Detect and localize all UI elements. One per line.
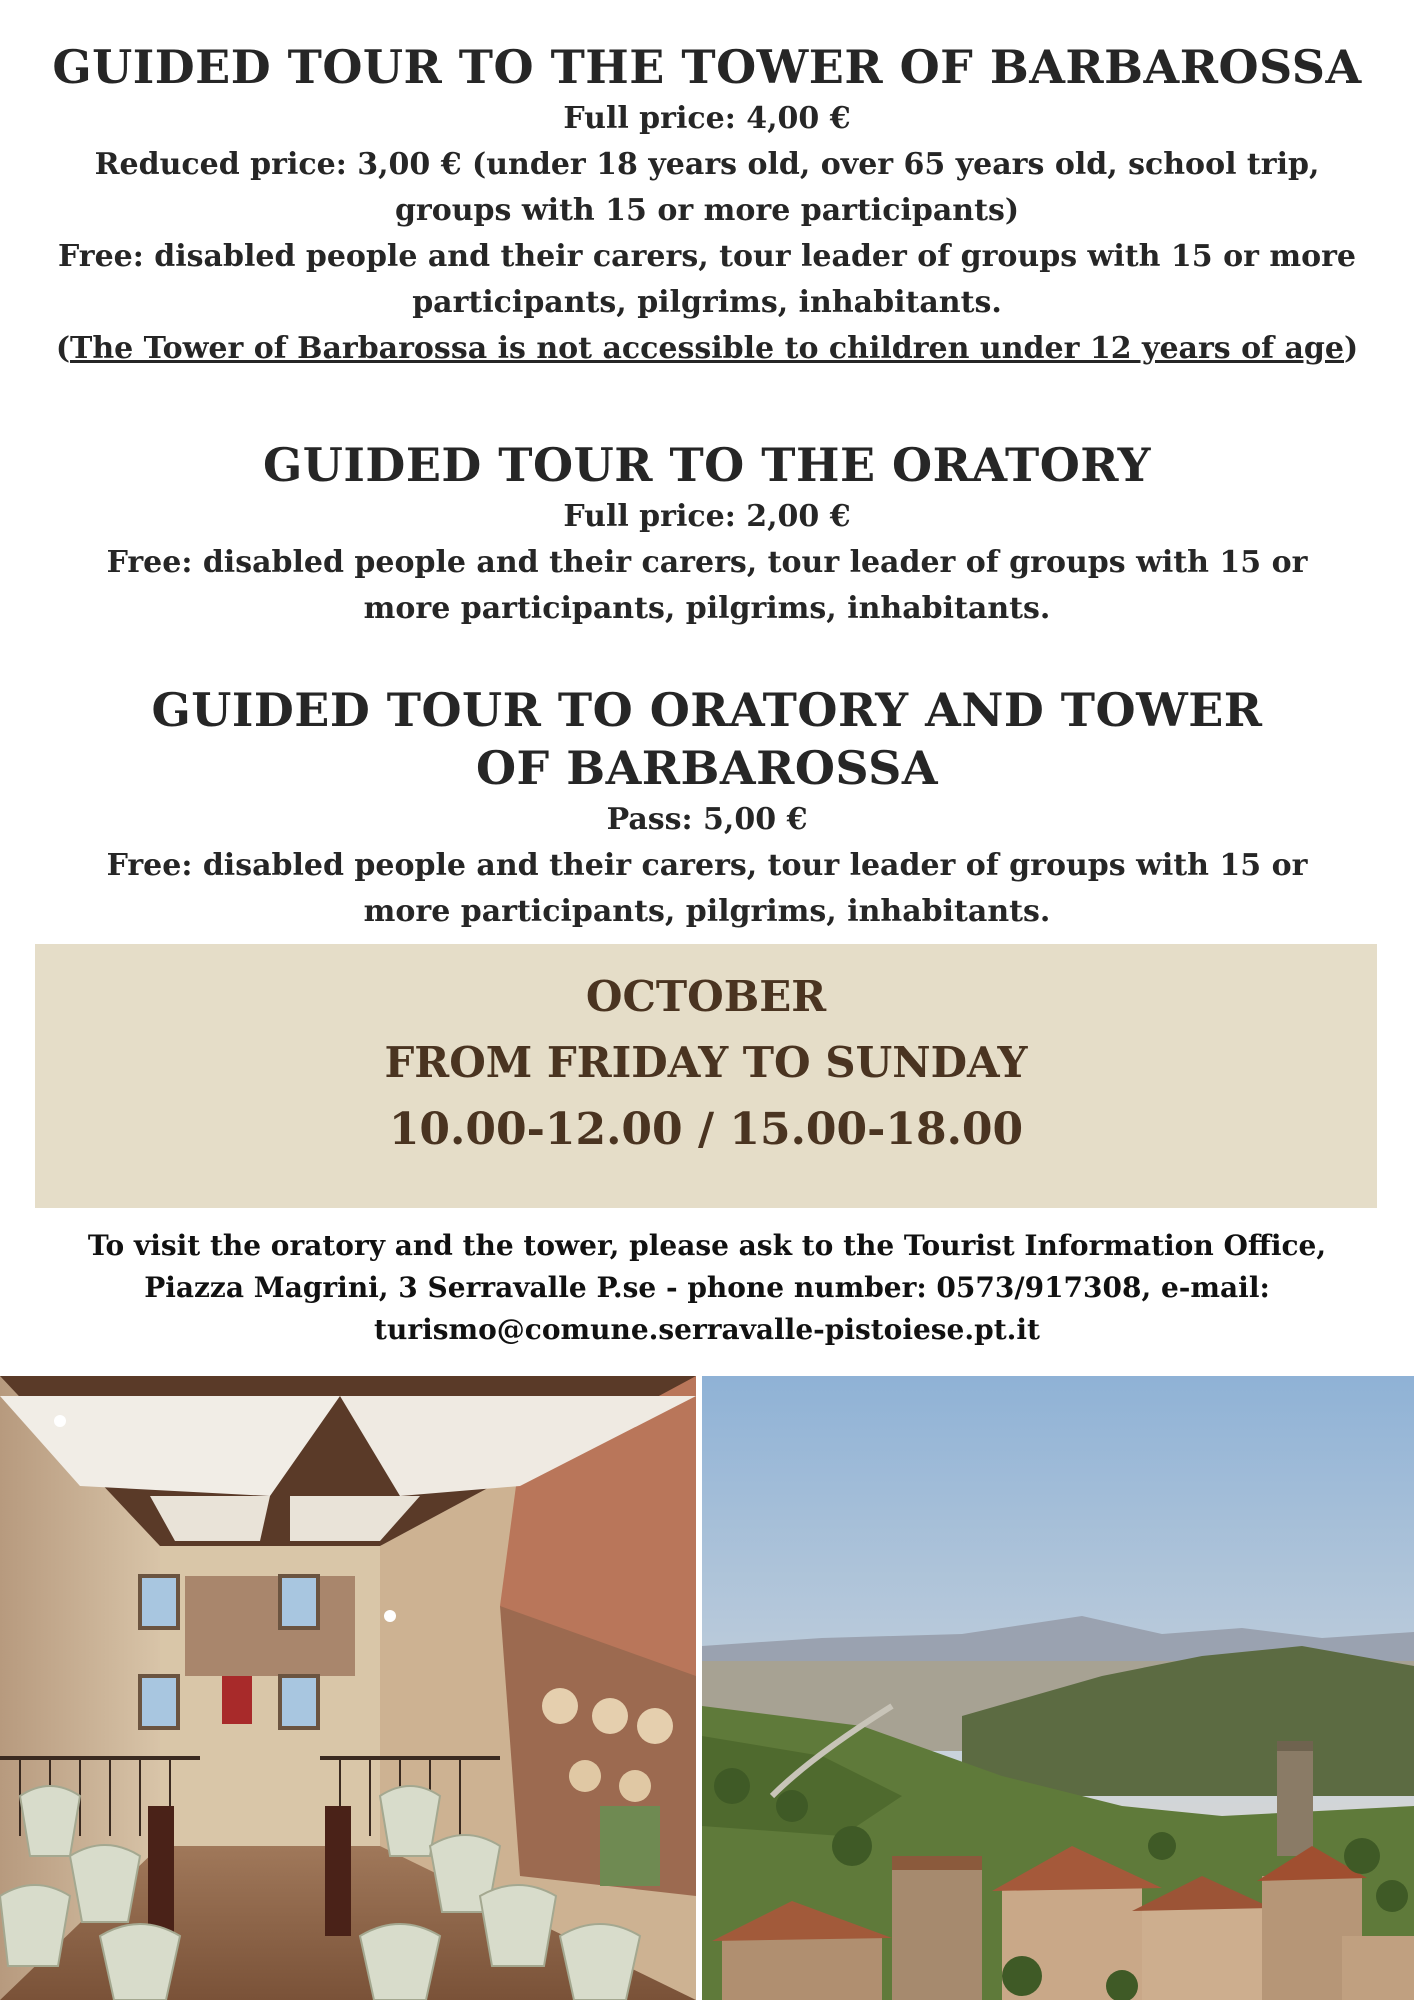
schedule-hours: 10.00-12.00 / 15.00-18.00	[388, 1104, 1024, 1155]
schedule-box	[35, 944, 1377, 1208]
photo-strip	[0, 1376, 1414, 2000]
oratory-tour-section	[0, 436, 1414, 632]
contact-info	[0, 1225, 1414, 1351]
combined-free-entry: Free: disabled people and their carers, tour leader of groups with 15 or more participants, pilgrims, inhabitants.	[106, 848, 1308, 929]
tower-free-entry: Free: disabled people and their carers, tour leader of groups with 15 or more participants, pilgrims, inhabitants.	[58, 239, 1356, 320]
oratory-free-entry: Free: disabled people and their carers, tour leader of groups with 15 or more participants, pilgrims, inhabitants.	[106, 545, 1308, 626]
tower-age-note	[42, 326, 1372, 372]
schedule-month: OCTOBER	[585, 972, 827, 1021]
combined-tour-title: GUIDED TOUR TO ORATORY AND TOWER OF BARBAROSSA	[151, 683, 1263, 795]
oratory-full-price: Full price: 2,00 €	[563, 499, 851, 534]
tower-tour-section	[0, 38, 1414, 372]
tower-age-restriction: The Tower of Barbarossa is not accessible to children under 12 years of age	[70, 331, 1344, 366]
contact-line-1: To visit the oratory and the tower, please ask to the Tourist Information Office,	[87, 1229, 1327, 1262]
contact-email: turismo@comune.serravalle-pistoiese.pt.it	[374, 1313, 1040, 1346]
tower-tour-title: GUIDED TOUR TO THE TOWER OF BARBAROSSA	[52, 40, 1362, 94]
oratory-tour-title: GUIDED TOUR TO THE ORATORY	[263, 438, 1151, 492]
tower-reduced-price: Reduced price: 3,00 € (under 18 years old, over 65 years old, school trip, groups with 15 or more participants)	[94, 147, 1320, 228]
combined-pass-price: Pass: 5,00 €	[606, 802, 808, 837]
contact-line-2: Piazza Magrini, 3 Serravalle P.se - phone number: 0573/917308, e-mail:	[144, 1271, 1270, 1304]
oratory-interior-photo	[0, 1376, 696, 2000]
note-close-paren: )	[1343, 331, 1359, 366]
combined-tour-section	[0, 681, 1414, 935]
serravalle-panorama-photo	[702, 1376, 1414, 2000]
schedule-days: FROM FRIDAY TO SUNDAY	[384, 1038, 1028, 1087]
note-open-paren: (	[55, 331, 71, 366]
tower-full-price: Full price: 4,00 €	[563, 101, 851, 136]
